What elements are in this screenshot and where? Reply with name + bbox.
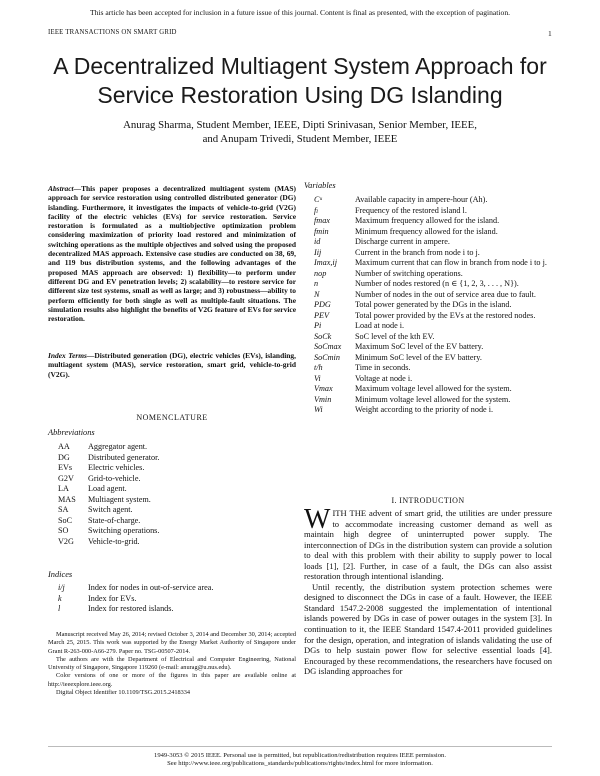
footer-rule: [48, 746, 552, 747]
index-row: [58, 583, 296, 594]
abbreviation-definition: Grid-to-vehicle.: [88, 473, 141, 483]
variable-definition: Current in the branch from node i to j.: [355, 247, 480, 257]
variable-row: [314, 195, 552, 206]
variable-term: id: [314, 237, 321, 246]
variables-section: [304, 181, 552, 416]
variable-row: [314, 258, 552, 269]
variable-definition: Maximum SoC level of the EV battery.: [355, 342, 484, 351]
abbreviation-definition: Distributed generator.: [88, 452, 160, 462]
footnote-paragraph: Digital Object Identifier 10.1109/TSG.2015.2418334: [56, 689, 191, 697]
index-term: l: [58, 604, 61, 613]
indices-list: [48, 583, 296, 615]
abbreviation-row: [58, 537, 296, 548]
variable-definition: Total power generated by the DGs in the island.: [355, 300, 512, 309]
abbreviation-definition: Multiagent system.: [88, 494, 151, 504]
abbreviations-list: [48, 442, 296, 547]
abbreviation-definition: Switch agent.: [88, 505, 133, 514]
abstract-label: Abstract—: [48, 184, 82, 193]
variable-row: [314, 237, 552, 248]
abstract: [48, 184, 296, 323]
variable-definition: SoC level of the kth EV.: [355, 331, 435, 341]
variable-term: Pi: [314, 321, 322, 330]
copyright-notice: [0, 752, 600, 769]
copyright-line-1: 1949-3053 © 2015 IEEE. Personal use is permitted, but republication/redistribution requires IEEE permission.: [154, 752, 446, 759]
index-row: [58, 594, 296, 605]
intro-paragraph-2: Until recently, the distribution system protection schemes were designed to disconnect the DGs in case of a fault. However, the IEEE Standard 1547.2-2008 suggested the implementation of intentional islands powered by DGs in case of power outages in the system [3]. In continuation to it, the IEEE Standard 1547.4-2011 provided guidelines for the design, operation, and integration of islands validating the use of DGs to help sustain power flow for selective essential loads [4]. Encouraged by these recommendations, the researchers have focused on DG islanding approaches for: [304, 581, 552, 677]
abbreviation-definition: Vehicle-to-grid.: [88, 536, 140, 546]
variable-definition: Total power provided by the EVs at the restored nodes.: [355, 310, 536, 320]
variable-definition: Load at node i.: [355, 321, 405, 330]
variable-definition: Number of nodes in the out of service area due to fault.: [355, 289, 536, 299]
variable-definition: Number of nodes restored (n ∈ {1, 2, 3, . . . , N}).: [355, 279, 519, 288]
variable-term: Imax,ij: [314, 258, 337, 267]
abbreviation-row: [58, 505, 296, 516]
variable-term: SoCmax: [314, 342, 342, 351]
variable-row: [314, 227, 552, 238]
abbreviation-definition: Switching operations.: [88, 526, 160, 535]
variable-row: [314, 311, 552, 322]
variable-term: t/h: [314, 363, 323, 372]
variable-row: [314, 384, 552, 395]
variable-term: N: [314, 289, 320, 299]
variable-definition: Minimum voltage level allowed for the system.: [355, 394, 511, 404]
variable-term: Vi: [314, 373, 321, 383]
abbreviation-definition: Aggregator agent.: [88, 442, 148, 451]
variable-term: n: [314, 279, 319, 288]
abbreviation-term: EVs: [58, 463, 73, 472]
abbreviation-row: [58, 474, 296, 485]
variable-definition: Time in seconds.: [355, 363, 411, 372]
variable-row: [314, 279, 552, 290]
variable-row: [314, 342, 552, 353]
abbreviations-heading: Abbreviations: [48, 428, 95, 437]
variable-term: PEV: [314, 310, 330, 320]
variable-row: [314, 290, 552, 301]
abbreviation-definition: Load agent.: [88, 484, 127, 493]
nomenclature-heading: NOMENCLATURE: [136, 413, 208, 422]
abbreviation-row: [58, 495, 296, 506]
index-definition: Index for nodes in out-of-service area.: [88, 583, 214, 592]
abbreviation-definition: Electric vehicles.: [88, 463, 145, 472]
introduction-heading: I. INTRODUCTION: [391, 496, 465, 505]
abbreviation-term: LA: [58, 484, 69, 493]
variable-term: fₗ: [314, 205, 319, 215]
indices-heading: Indices: [48, 570, 73, 579]
variables-heading: Variables: [304, 181, 336, 190]
page-number: 1: [548, 29, 552, 38]
abstract-text: This paper proposes a decentralized multiagent system (MAS) approach for service restoration using controlled distributed generator (DG) islanding. Furthermore, it investigates the impacts of vehicle-to-grid (V2G) facility of the electric vehicles (EVs) for service restoration. Service restoration is formulated as a multiobjective optimization problem considering maximization of priority load restored and minimization of switching operations as the multiple objectives and solved using the proposed decentralized MAS approach. Extensive case studies are conducted on 38, 69, and 119 bus distribution systems, and the following advantages of the proposed MAS approach are observed: 1) flexibility—to perform under different DG and EV penetration levels; 2) scalability—to restore service for different size test systems, small as well as large; and 3) robustness—ability to perform efficiently for both single as well as multiple-fault situations. The simulation results also highlight the benefits of V2G feature of EVs for service restoration.: [48, 184, 296, 324]
variable-definition: Minimum SoC level of the EV battery.: [355, 352, 482, 362]
index-terms-text: Distributed generation (DG), electric vehicles (EVs), islanding, multiagent system (MAS), service restoration, smart grid, vehicle-to-grid (V2G).: [48, 351, 296, 379]
variable-definition: Minimum frequency allowed for the island.: [355, 226, 498, 236]
abbreviation-term: MAS: [58, 494, 76, 504]
variable-row: [314, 269, 552, 280]
abbreviation-row: [58, 442, 296, 453]
footnote: [48, 631, 296, 697]
abbreviation-term: SoC: [58, 515, 73, 525]
variable-row: [314, 332, 552, 343]
variable-row: [314, 405, 552, 416]
abbreviation-row: [58, 463, 296, 474]
variable-term: nop: [314, 268, 327, 278]
variable-row: [314, 395, 552, 406]
abbreviation-row: [58, 453, 296, 464]
abbreviation-row: [58, 516, 296, 527]
index-terms: [48, 351, 296, 379]
abbreviation-row: [58, 526, 296, 537]
copyright-line-2: See http://www.ieee.org/publications_standards/publications/rights/index.html for more information.: [167, 760, 433, 768]
journal-header: IEEE TRANSACTIONS ON SMART GRID: [48, 29, 177, 36]
acceptance-notice: This article has been accepted for inclusion in a future issue of this journal. Content is final as presented, with the exception of pagination.: [89, 8, 511, 17]
abbreviation-definition: State-of-charge.: [88, 515, 141, 525]
index-definition: Index for EVs.: [88, 593, 137, 603]
footnote-paragraph: Manuscript received May 26, 2014; revised October 3, 2014 and December 30, 2014; accepted March 25, 2015. This work was supported by the Energy Market Authority of Singapore under Grant R-263-000-A66-279. Paper no. TSG-00507-2014.: [48, 631, 296, 655]
abbreviation-term: AA: [58, 442, 70, 451]
authors-line-2: and Anupam Trivedi, Student Member, IEEE: [202, 133, 398, 145]
drop-cap: W: [304, 504, 331, 535]
variable-definition: Weight according to the priority of node i.: [355, 405, 494, 414]
index-row: [58, 604, 296, 615]
variable-definition: Discharge current in ampere.: [355, 237, 450, 246]
variable-row: [314, 353, 552, 364]
variable-row: [314, 300, 552, 311]
variable-row: [314, 216, 552, 227]
variable-definition: Maximum frequency allowed for the island.: [355, 216, 500, 225]
abbreviation-term: SA: [58, 505, 69, 514]
index-definition: Index for restored islands.: [88, 604, 174, 613]
variables-list: [304, 195, 552, 416]
paper-title: A Decentralized Multiagent System Approach for Service Restoration Using DG Islanding: [53, 53, 547, 108]
variable-term: SoCk: [314, 331, 332, 341]
footnote-paragraph: Color versions of one or more of the figures in this paper are available online at http://ieeexplore.ieee.org.: [48, 672, 296, 688]
authors-line-1: Anurag Sharma, Student Member, IEEE, Dipti Srinivasan, Senior Member, IEEE,: [123, 119, 477, 131]
variable-row: [314, 321, 552, 332]
variable-definition: Voltage at node i.: [355, 373, 413, 383]
variable-row: [314, 206, 552, 217]
author-list: [60, 118, 540, 146]
variable-term: fmax: [314, 216, 330, 225]
index-terms-label: Index Terms—: [48, 351, 95, 360]
abbreviation-term: SO: [58, 526, 69, 535]
variable-term: Vmax: [314, 384, 333, 393]
variable-term: Wi: [314, 405, 323, 414]
variable-term: fmin: [314, 226, 329, 236]
variable-definition: Number of switching operations.: [355, 268, 463, 278]
variable-row: [314, 363, 552, 374]
intro-paragraph-1: WITH THE advent of smart grid, the utilities are under pressure to accommodate increasing customer demand as well as maintain high degree of uninterrupted power supply. The interconnection of DGs in the distribution system can provide a solution to deal with this problem with their ability to supply power to local loads [1], [2]. Further, in case of a fault, the DGs can also assist restoration through intentional islanding.: [304, 504, 552, 582]
variable-term: Iij: [314, 247, 322, 257]
variable-term: Cᵘ: [314, 195, 322, 204]
variable-definition: Maximum current that can flow in branch from node i to j.: [355, 258, 547, 267]
index-term: i/j: [58, 583, 65, 592]
indices-section: [48, 570, 296, 615]
variable-term: Vmin: [314, 394, 332, 404]
abbreviation-term: V2G: [58, 536, 74, 546]
variable-definition: Available capacity in ampere-hour (Ah).: [355, 195, 488, 204]
abbreviations-section: [48, 428, 296, 547]
variable-definition: Maximum voltage level allowed for the system.: [355, 384, 512, 393]
variable-row: [314, 248, 552, 259]
introduction-body: [304, 504, 552, 677]
abbreviation-row: [58, 484, 296, 495]
abbreviation-term: DG: [58, 452, 70, 462]
variable-term: SoCmin: [314, 352, 340, 362]
footnote-paragraph: The authors are with the Department of Electrical and Computer Engineering, National University of Singapore, Singapore 119260 (e-mail: anurag@u.nus.edu).: [48, 655, 296, 672]
variable-row: [314, 374, 552, 385]
index-term: k: [58, 593, 62, 603]
abbreviation-term: G2V: [58, 473, 74, 483]
variable-definition: Frequency of the restored island l.: [355, 205, 467, 215]
variable-term: PDG: [314, 300, 331, 309]
